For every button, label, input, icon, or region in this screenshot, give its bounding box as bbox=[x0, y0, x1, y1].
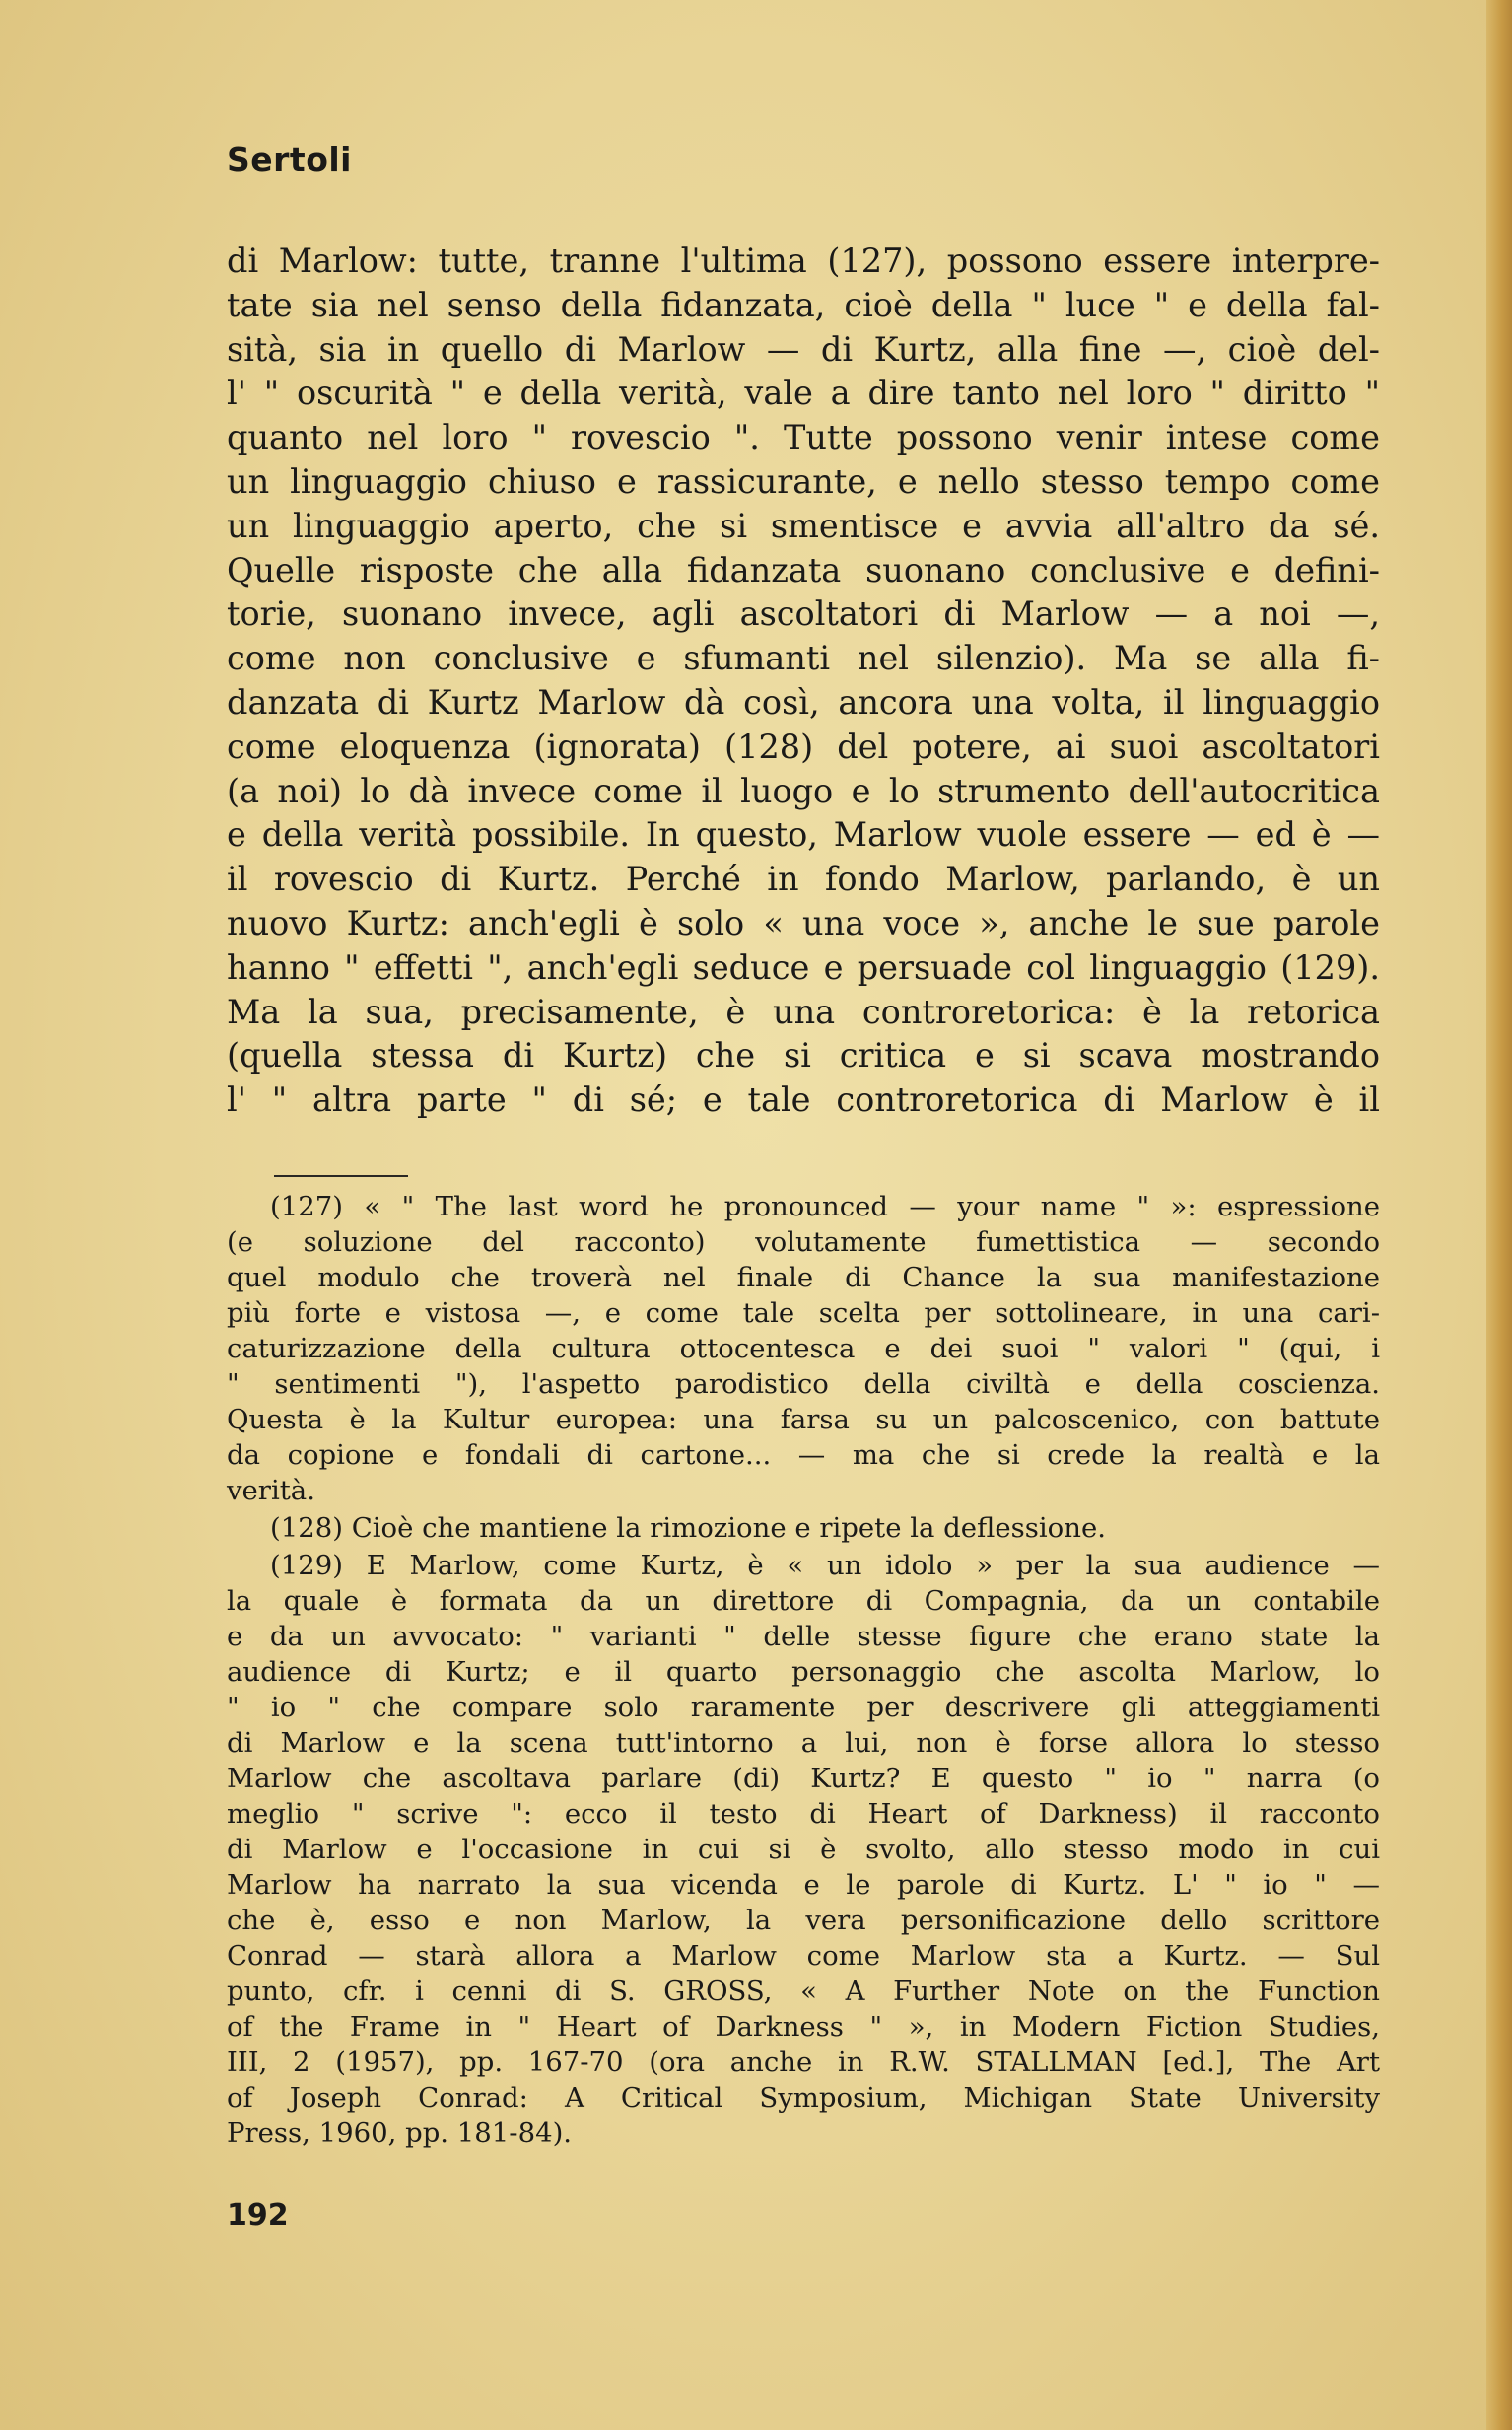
body-line: l' " oscurità " e della verità, vale a dire tanto nel loro " diritto " bbox=[227, 374, 1380, 413]
footnote-line: di Marlow e l'occasione in cui si è svolto, allo stesso modo in cui bbox=[227, 1834, 1380, 1865]
footnote-line: audience di Kurtz; e il quarto personaggio che ascolta Marlow, lo bbox=[227, 1656, 1380, 1688]
body-line: tate sia nel senso della fidanzata, cioè della " luce " e della fal- bbox=[227, 285, 1380, 324]
page-edge bbox=[1486, 0, 1512, 2430]
body-line: un linguaggio aperto, che si smentisce e avvia all'altro da sé. bbox=[227, 506, 1380, 545]
footnotes bbox=[227, 1189, 1380, 2151]
footnote-line: (128) Cioè che mantiene la rimozione e ripete la deflessione. bbox=[270, 1512, 1106, 1544]
footnote-line: of the Frame in " Heart of Darkness " », in Modern Fiction Studies, bbox=[227, 2011, 1380, 2043]
footnote-line: punto, cfr. i cenni di S. GROSS, « A Further Note on the Function bbox=[227, 1976, 1380, 2007]
footnote-line: " sentimenti "), l'aspetto parodistico della civiltà e della coscienza. bbox=[227, 1368, 1380, 1400]
footnote-line: Questa è la Kultur europea: una farsa su un palcoscenico, con battute bbox=[227, 1404, 1380, 1435]
footnote-line: meglio " scrive ": ecco il testo di Heart of Darkness) il racconto bbox=[227, 1798, 1380, 1830]
footnote-line: (e soluzione del racconto) volutamente fumettistica — secondo bbox=[227, 1226, 1380, 1258]
footnote-line: (127) « " The last word he pronounced — your name " »: espressione bbox=[270, 1191, 1380, 1222]
body-line: come eloquenza (ignorata) (128) del potere, ai suoi ascoltatori bbox=[227, 727, 1380, 766]
footnote-line: Marlow che ascoltava parlare (di) Kurtz? E questo " io " narra (o bbox=[227, 1763, 1380, 1794]
page-number: 192 bbox=[227, 2198, 289, 2233]
body-line: Ma la sua, precisamente, è una controretorica: è la retorica bbox=[227, 992, 1380, 1031]
footnote-line: da copione e fondali di cartone... — ma che si crede la realtà e la bbox=[227, 1439, 1380, 1471]
footnote-line: che è, esso e non Marlow, la vera personificazione dello scrittore bbox=[227, 1905, 1380, 1936]
footnote-line: Conrad — starà allora a Marlow come Marlow sta a Kurtz. — Sul bbox=[227, 1940, 1380, 1972]
footnote-line: III, 2 (1957), pp. 167-70 (ora anche in R.W. STALLMAN [ed.], The Art bbox=[227, 2047, 1380, 2078]
footnote-line: of Joseph Conrad: A Critical Symposium, Michigan State University bbox=[227, 2082, 1380, 2114]
body-line: il rovescio di Kurtz. Perché in fondo Marlow, parlando, è un bbox=[227, 860, 1380, 899]
body-line: l' " altra parte " di sé; e tale controretorica di Marlow è il bbox=[227, 1080, 1380, 1120]
body-line: e della verità possibile. In questo, Marlow vuole essere — ed è — bbox=[227, 815, 1380, 855]
footnote-line: più forte e vistosa —, e come tale scelta per sottolineare, in una cari- bbox=[227, 1297, 1380, 1329]
body-line: (a noi) lo dà invece come il luogo e lo strumento dell'autocritica bbox=[227, 771, 1380, 810]
body-line: quanto nel loro " rovescio ". Tutte possono venir intese come bbox=[227, 418, 1380, 457]
body-line: danzata di Kurtz Marlow dà così, ancora una volta, il linguaggio bbox=[227, 682, 1380, 722]
body-text bbox=[227, 240, 1380, 1123]
body-line: sità, sia in quello di Marlow — di Kurtz, alla fine —, cioè del- bbox=[227, 329, 1380, 369]
footnote-line: caturizzazione della cultura ottocentesca e dei suoi " valori " (qui, i bbox=[227, 1333, 1380, 1364]
running-head: Sertoli bbox=[227, 140, 352, 178]
footnote-line: " io " che compare solo raramente per descrivere gli atteggiamenti bbox=[227, 1692, 1380, 1723]
footnote-rule bbox=[274, 1175, 408, 1177]
body-line: hanno " effetti ", anch'egli seduce e persuade col linguaggio (129). bbox=[227, 947, 1380, 987]
body-line: di Marlow: tutte, tranne l'ultima (127), possono essere interpre- bbox=[227, 242, 1380, 280]
footnote-line: di Marlow e la scena tutt'intorno a lui, non è forse allora lo stesso bbox=[227, 1727, 1380, 1759]
body-line: nuovo Kurtz: anch'egli è solo « una voce », anche le sue parole bbox=[227, 903, 1380, 942]
body-line: un linguaggio chiuso e rassicurante, e nello stesso tempo come bbox=[227, 461, 1380, 501]
footnote-line: Press, 1960, pp. 181-84). bbox=[227, 2118, 573, 2149]
footnote-line: la quale è formata da un direttore di Compagnia, da un contabile bbox=[227, 1585, 1380, 1617]
body-line: torie, suonano invece, agli ascoltatori di Marlow — a noi —, bbox=[227, 594, 1380, 634]
footnote-line: Marlow ha narrato la sua vicenda e le parole di Kurtz. L' " io " — bbox=[227, 1869, 1380, 1901]
footnote-line: (129) E Marlow, come Kurtz, è « un idolo » per la sua audience — bbox=[270, 1550, 1380, 1581]
body-line: come non conclusive e sfumanti nel silenzio). Ma se alla fi- bbox=[227, 639, 1380, 678]
footnote-line: e da un avvocato: " varianti " delle stesse figure che erano state la bbox=[227, 1621, 1380, 1652]
body-line: (quella stessa di Kurtz) che si critica e si scava mostrando bbox=[227, 1036, 1380, 1076]
footnote-line: verità. bbox=[227, 1475, 315, 1506]
footnote-line: quel modulo che troverà nel finale di Chance la sua manifestazione bbox=[227, 1262, 1380, 1293]
body-line: Quelle risposte che alla fidanzata suonano conclusive e defini- bbox=[227, 550, 1380, 590]
